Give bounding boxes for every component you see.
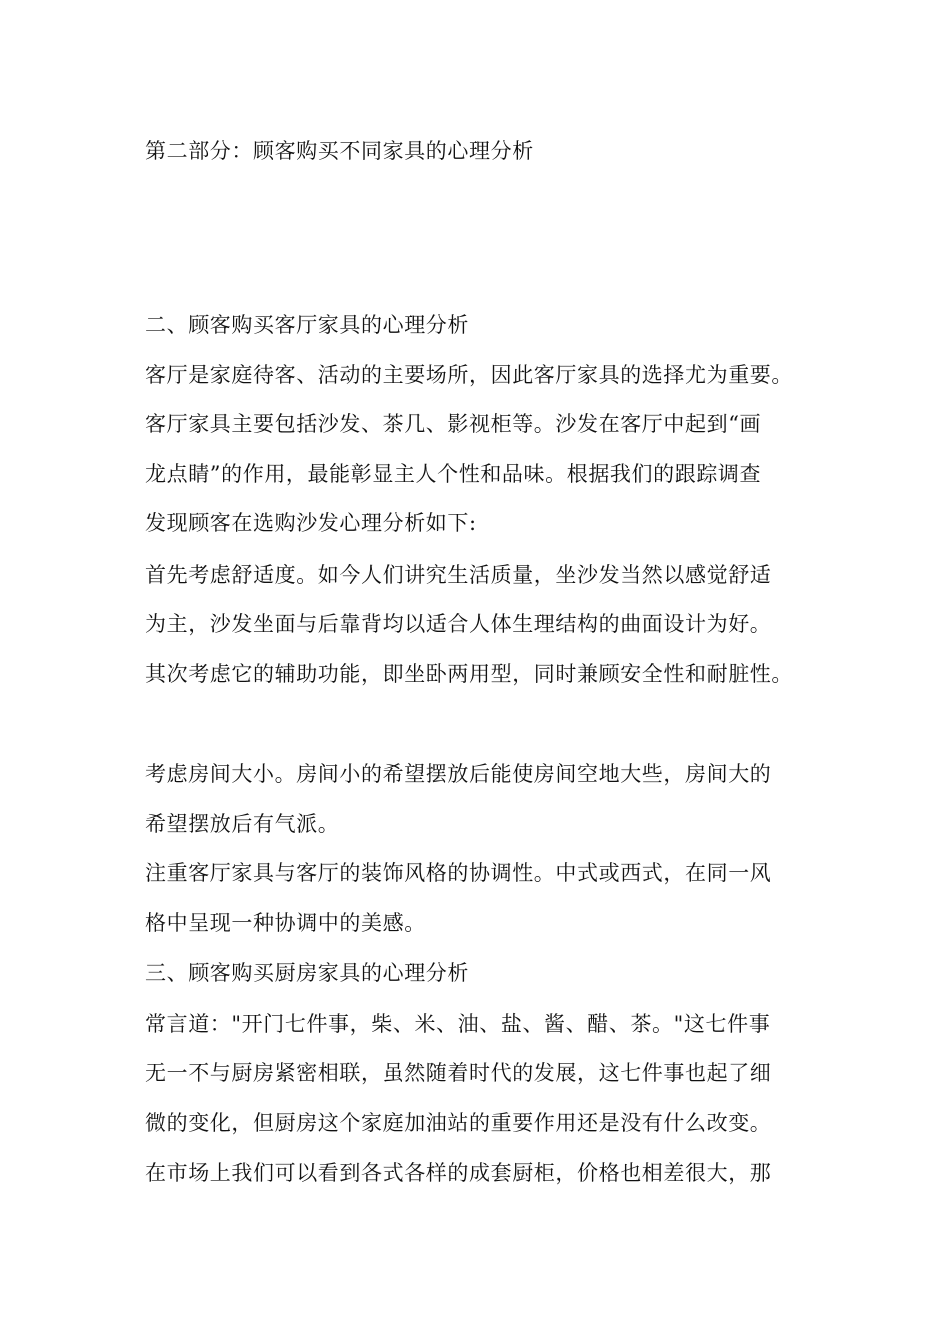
part-title: 第二部分：顾客购买不同家具的心理分析 <box>145 139 534 163</box>
paragraph-line: 希望摆放后有气派。 <box>145 812 340 836</box>
paragraph-line: 其次考虑它的辅助功能，即坐卧两用型，同时兼顾安全性和耐脏性。 <box>145 662 793 686</box>
paragraph-line: 注重客厅家具与客厅的装饰风格的协调性。中式或西式，在同一风 <box>145 861 772 885</box>
paragraph-line: 微的变化，但厨房这个家庭加油站的重要作用还是没有什么改变。 <box>145 1111 772 1135</box>
section-heading-kitchen: 三、顾客购买厨房家具的心理分析 <box>145 961 469 985</box>
paragraph-line: 格中呈现一种协调中的美感。 <box>145 911 426 935</box>
paragraph-line: 常言道："开门七件事，柴、米、油、盐、酱、醋、茶。"这七件事 <box>145 1012 771 1036</box>
paragraph-line: 考虑房间大小。房间小的希望摆放后能使房间空地大些，房间大的 <box>145 762 772 786</box>
paragraph-line: 首先考虑舒适度。如今人们讲究生活质量，坐沙发当然以感觉舒适 <box>145 563 772 587</box>
paragraph-line: 客厅是家庭待客、活动的主要场所，因此客厅家具的选择尤为重要。 <box>145 363 793 387</box>
section-heading-living-room: 二、顾客购买客厅家具的心理分析 <box>145 313 469 337</box>
paragraph-line: 发现顾客在选购沙发心理分析如下: <box>145 511 477 535</box>
paragraph-line: 为主，沙发坐面与后靠背均以适合人体生理结构的曲面设计为好。 <box>145 612 772 636</box>
paragraph-line: 客厅家具主要包括沙发、茶几、影视柜等。沙发在客厅中起到“画 <box>145 412 762 436</box>
paragraph-line: 龙点睛”的作用，最能彰显主人个性和品味。根据我们的跟踪调查 <box>145 462 762 486</box>
paragraph-line: 在市场上我们可以看到各式各样的成套厨柜，价格也相差很大，那 <box>145 1161 772 1185</box>
paragraph-line: 无一不与厨房紧密相联，虽然随着时代的发展，这七件事也起了细 <box>145 1061 772 1085</box>
